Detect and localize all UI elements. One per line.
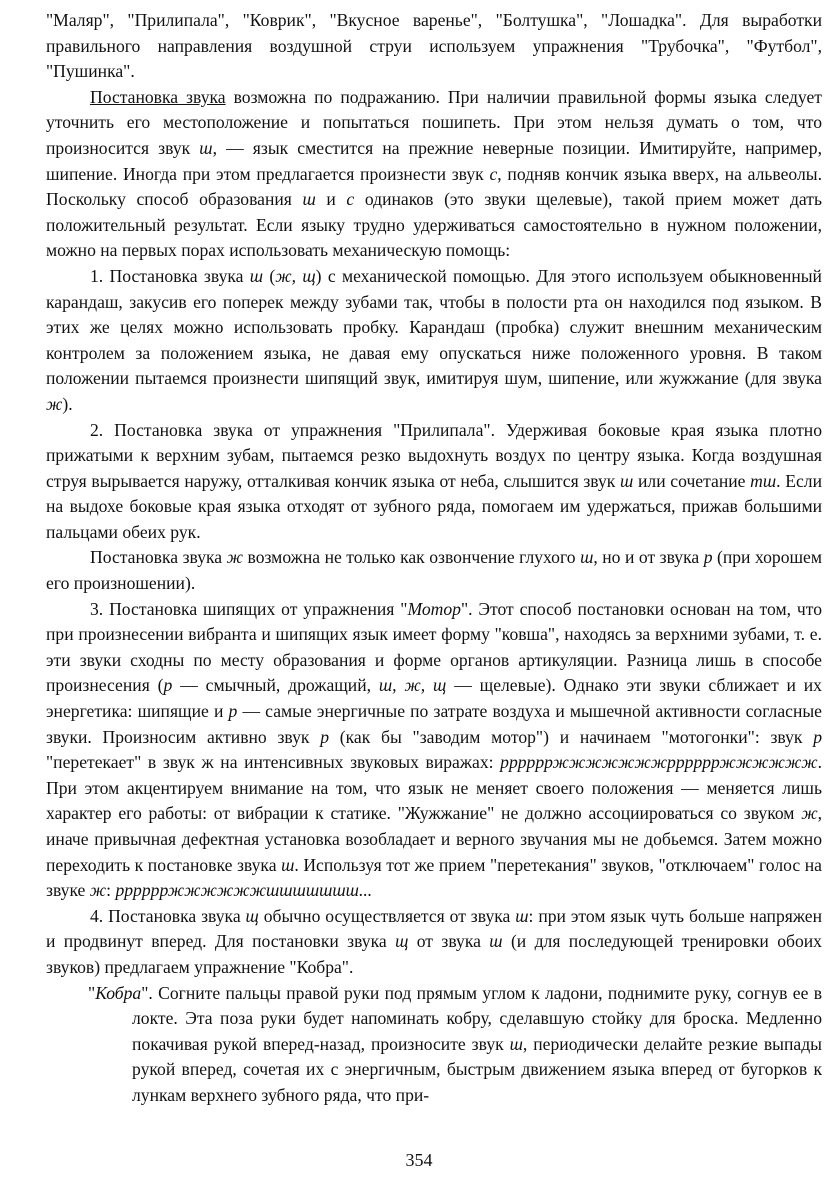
text-run: Постановка звука — [90, 547, 227, 568]
text-run: , — язык сместится на прежние неверные позиции. Имитируйте, например, шипение. Иногда при этом предлагается произнести звук — [46, 137, 822, 184]
paragraph — [46, 981, 822, 1109]
text-run: и — [315, 189, 347, 210]
italic-run: ж — [46, 393, 63, 414]
italic-run: Кобра — [95, 982, 142, 1003]
italic-run: ш — [580, 547, 594, 568]
page-number: 354 — [405, 1150, 433, 1170]
text-run: ( — [263, 265, 276, 286]
text-run: . Если на выдохе боковые края языка отходят от зубного ряда, помогаем им удержаться, прижав большими пальцами обеих рук. — [46, 470, 822, 542]
italic-run: р — [320, 726, 330, 747]
italic-run: с — [346, 189, 355, 210]
text-run: 2. Постановка звука от упражнения "Прилипала". Удерживая боковые края языка плотно прижатыми к верхним зубам, пытаемся резко выдохнуть воздух по центру языка. Когда воздушная струя вырывается наружу, отталкивая кончик языка от неба, слышится звук — [46, 419, 822, 491]
italic-run: ж — [801, 803, 818, 824]
italic-run: р — [703, 547, 713, 568]
text-run: ". Этот способ постановки основан на том, что при произнесении вибранта и шипящих язык имеет форму "ковша", находясь за верхними зубами, т. е. эти звуки сходны по месту образования и форме органов артикуляции. Разница лишь в способе произнесения ( — [46, 598, 822, 696]
text-run: 3. Постановка шипящих от упражнения " — [90, 598, 408, 619]
paragraph — [46, 904, 822, 981]
text-run: . Используя тот же прием "перетекания" звуков, "отключаем" голос на звуке — [46, 854, 822, 901]
italic-run: ж — [89, 880, 107, 901]
italic-run: ш — [620, 470, 634, 491]
text-run: — щелевые). Однако эти звуки сближает и их энергетика: шипящие и — [46, 675, 822, 722]
italic-run: р — [163, 675, 173, 696]
text-run: возможна не только как озвончение глухого — [243, 547, 581, 568]
italic-run: ш — [199, 137, 213, 158]
italic-run: ж — [226, 547, 243, 568]
text-run: 1. Постановка звука — [90, 265, 250, 286]
text-run: , периодически делайте резкие выпады рукой вперед, сочетая их с энергичным, быстрым движением языка вперед от бугорков к лункам верхнего зубного ряда, что при- — [132, 1033, 822, 1105]
text-run: 4. Постановка звука — [90, 905, 246, 926]
text-run: (и для последующей тренировки обоих звуков) предлагаем упражнение "Кобра". — [46, 931, 822, 977]
italic-run: ш, ж, щ — [378, 675, 447, 696]
italic-run: ш — [515, 905, 529, 926]
italic-run: р — [228, 701, 238, 722]
italic-run: ш — [489, 931, 503, 952]
paragraph — [46, 418, 822, 546]
italic-run: р — [813, 726, 822, 747]
text-run: "перетекает" в звук ж на интенсивных звуковых виражах: — [46, 752, 501, 773]
text-run: ) с механической помощью. Для этого используем обыкновенный карандаш, закусив его поперек между зубами так, чтобы в полости рта он находился под языком. В этих же целях можно использовать пробку. Карандаш (пробка) служит внешним механическим контролем за положением языка, не давая ему опускаться ниже положенного уровня. В таком положении пытаемся произнести шипящий звук, имитируя шум, шипение, или жужжание (для звука — [46, 265, 822, 389]
text-run: , подняв кончик языка вверх, на альвеолы. Поскольку способ образования — [46, 163, 823, 210]
text-run: " — [88, 982, 96, 1003]
italic-run: тш — [750, 470, 777, 491]
italic-run: ш — [281, 854, 295, 875]
paragraph — [46, 85, 822, 264]
paragraph — [46, 8, 822, 85]
italic-run: щ — [245, 905, 259, 926]
text-run: , но и от звука — [593, 547, 704, 568]
text-run: — смычный, дрожащий, — [172, 675, 379, 696]
italic-run: с — [489, 163, 498, 184]
text-run: одинаков (это звуки щелевые), такой прием может дать положительный результат. Если языку трудно удерживаться самостоятельно в нужном положении, можно на первых порах использовать механическую помощь: — [46, 189, 822, 261]
paragraph — [46, 264, 822, 418]
italic-run: ш — [302, 189, 316, 210]
text-run: от звука — [408, 931, 490, 952]
italic-run: щ — [395, 931, 409, 952]
text-run: : при этом язык чуть больше напряжен и продвинут вперед. Для постановки звука — [46, 905, 822, 952]
text-run: ". Согните пальцы правой руки под прямым углом к ладони, поднимите руку, согнув ее в локте. Эта поза руки будет напоминать кобру, сделавшую стойку для броска. Медленно покачивая рукой вперед-назад, произносите звук — [132, 982, 822, 1054]
text-run: (при хорошем его произношении). — [46, 547, 822, 594]
text-run: (как бы "заводим мотор") и начинаем "мотогонки": звук — [329, 726, 814, 747]
italic-run: рррррржжжжжжжрррррржжжжжж — [500, 752, 818, 773]
italic-run: Мотор — [407, 598, 461, 619]
underlined-run: Постановка звука — [90, 86, 226, 107]
text-run: . При этом акцентируем внимание на том, что язык не меняет своего положения — меняется лишь характер его работы: от вибрации к статике. "Жужжание" не должно ассоциироваться со звуком — [46, 752, 822, 824]
text-run: ). — [62, 393, 73, 414]
italic-run: ж, щ — [275, 265, 316, 286]
italic-run: ш — [249, 265, 264, 286]
text-run: — самые энергичные по затрате воздуха и мышечной активности согласные звуки. Произносим активно звук — [46, 701, 822, 747]
paragraph — [46, 545, 822, 596]
text-run: или сочетание — [633, 470, 751, 491]
paragraph — [46, 597, 822, 904]
page-body — [46, 8, 822, 1109]
italic-run: рррррржжжжжжшшшшшшш... — [115, 880, 373, 901]
text-run: , иначе привычная дефектная установка возобладает и верного звучания мы не добьемся. Затем можно переходить к постановке звука — [46, 803, 822, 875]
text-run: возможна по подражанию. При наличии правильной формы языка следует уточнить его местоположение и попытаться пошипеть. При этом нельзя думать о том, что произносится звук — [46, 86, 822, 158]
italic-run: ш — [509, 1033, 523, 1054]
text-run: "Маляр", "Прилипала", "Коврик", "Вкусное варенье", "Болтушка", "Лошадка". Для выработки правильного направления воздушной струи используем упражнения "Трубочка", "Футбол", "Пушинка". — [46, 10, 822, 82]
text-run: обычно осуществляется от звука — [258, 905, 516, 926]
text-run: : — [106, 880, 116, 901]
